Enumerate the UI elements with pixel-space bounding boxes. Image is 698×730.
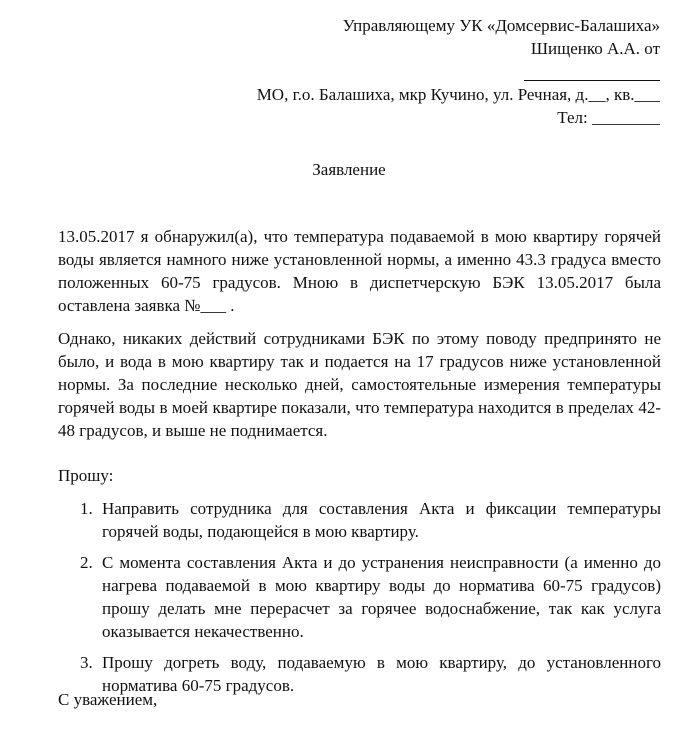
item-text: Прошу догреть воду, подаваемую в мою квартиру, до установленного норматива 60-75 градусов. (102, 653, 661, 695)
paragraph-2: Однако, никаких действий сотрудниками БЭК по этому поводу предпринято не было, и вода в мою квартиру так и подается на 17 градусов ниже установленной нормы. За последние несколько дней, самостоятельные измерения температуры горячей воды в моей квартире показали, что температура находится в пределах 42-48 градусов, и выше не поднимается. (58, 329, 661, 440)
item-text: С момента составления Акта и до устранения неисправности (а именно до нагрева подаваемой в мою квартиру воды до норматива 60-75 градусов) прошу делать мне перерасчет за горячее водоснабжение, так как услуга оказывается некачественно. (102, 553, 661, 641)
item-number: 1. (80, 499, 93, 518)
request-list (58, 497, 661, 697)
sender-phone: Тел: ________ (557, 108, 660, 127)
document-title: Заявление (312, 160, 386, 179)
sender-address: МО, г.о. Балашиха, мкр Кучино, ул. Речная, д.__, кв.___ (256, 85, 660, 104)
sender-name-blank (180, 60, 660, 83)
closing-phrase: С уважением, (58, 690, 158, 709)
document-body (58, 225, 661, 705)
list-item (58, 497, 661, 543)
addressee-block (180, 14, 660, 129)
request-heading: Прошу: (58, 466, 114, 485)
blank-underline (524, 60, 660, 81)
item-text: Направить сотрудника для составления Акта и фиксации температуры горячей воды, подающейся в мою квартиру. (102, 499, 661, 541)
list-item (58, 551, 661, 643)
addressee-name: Шищенко А.А. от (530, 39, 660, 58)
addressee-line: Управляющему УК «Домсервис-Балашиха» (342, 16, 660, 35)
item-number: 3. (80, 653, 93, 672)
item-number: 2. (80, 553, 93, 572)
paragraph-1: 13.05.2017 я обнаружил(а), что температура подаваемой в мою квартиру горячей воды является намного ниже установленной нормы, а именно 43.3 градуса вместо положенных 60-75 градусов. Мною в диспетчерскую БЭК 13.05.2017 была оставлена заявка №___ . (58, 227, 661, 315)
